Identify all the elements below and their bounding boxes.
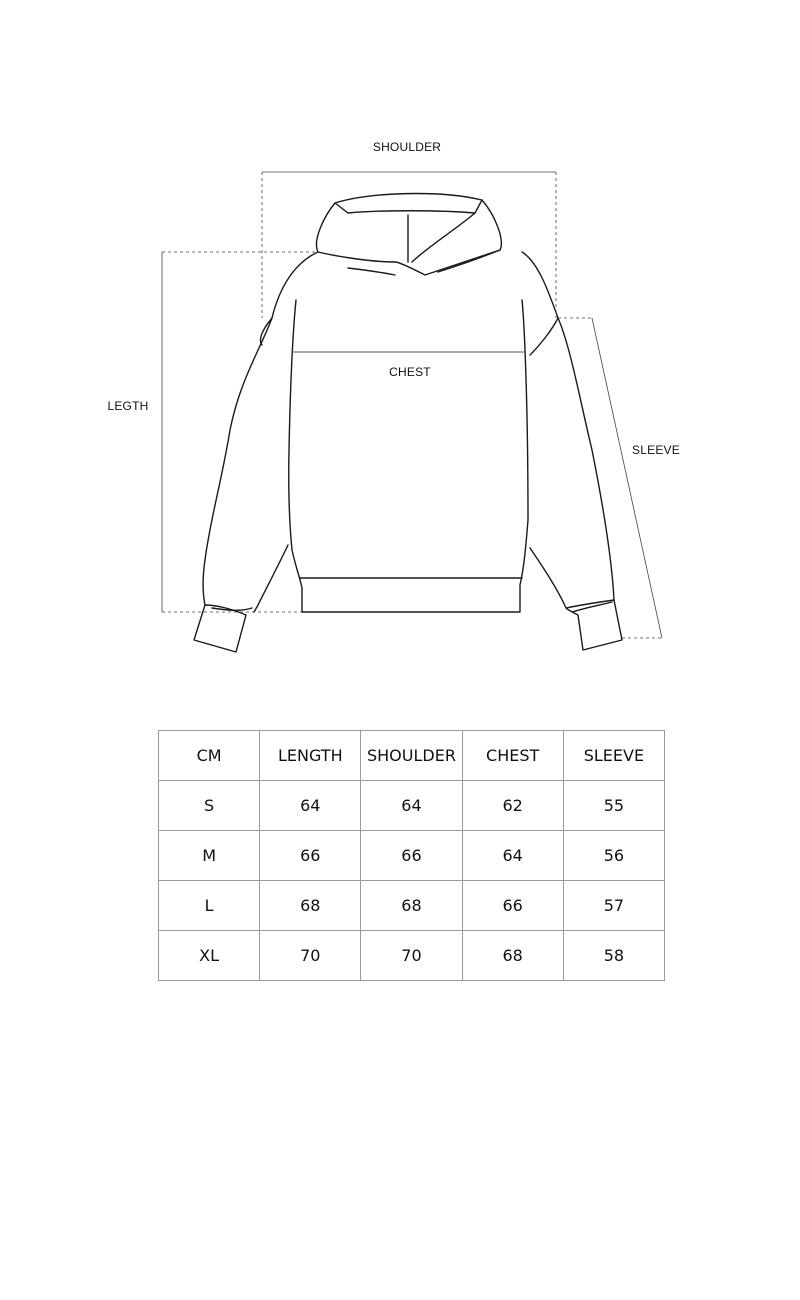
length-cell: 66 (260, 831, 361, 881)
table-header-row (159, 731, 665, 781)
shoulder-label: SHOULDER (372, 140, 442, 154)
hoodie-hood (316, 194, 501, 275)
header-shoulder: SHOULDER (361, 731, 462, 781)
hoodie-torso (289, 300, 528, 612)
sleeve-cell: 55 (563, 781, 664, 831)
header-sleeve: SLEEVE (563, 731, 664, 781)
sleeve-cell: 58 (563, 931, 664, 981)
sleeve-label: SLEEVE (632, 443, 680, 457)
hoodie-cuff-detail (212, 602, 612, 612)
size-cell: S (159, 781, 260, 831)
sleeve-cell: 57 (563, 881, 664, 931)
table-row (159, 781, 665, 831)
size-cell: M (159, 831, 260, 881)
chest-label: CHEST (389, 365, 431, 379)
chest-cell: 66 (462, 881, 563, 931)
header-length: LENGTH (260, 731, 361, 781)
table-row (159, 831, 665, 881)
table-row (159, 931, 665, 981)
hoodie-hood-inner (335, 200, 500, 275)
shoulder-cell: 68 (361, 881, 462, 931)
chest-cell: 64 (462, 831, 563, 881)
size-cell: XL (159, 931, 260, 981)
table-row (159, 881, 665, 931)
shoulder-cell: 66 (361, 831, 462, 881)
header-chest: CHEST (462, 731, 563, 781)
length-cell: 70 (260, 931, 361, 981)
length-cell: 64 (260, 781, 361, 831)
hoodie-right-sleeve (530, 318, 622, 650)
sleeve-diagonal-line (592, 318, 662, 638)
length-cell: 68 (260, 881, 361, 931)
hoodie-body-outline (203, 252, 614, 605)
hoodie-left-sleeve (194, 318, 288, 652)
length-label: LEGTH (107, 399, 149, 413)
header-cm: CM (159, 731, 260, 781)
chest-cell: 62 (462, 781, 563, 831)
shoulder-cell: 64 (361, 781, 462, 831)
size-chart-table (158, 730, 665, 981)
size-cell: L (159, 881, 260, 931)
shoulder-cell: 70 (361, 931, 462, 981)
sleeve-cell: 56 (563, 831, 664, 881)
chest-cell: 68 (462, 931, 563, 981)
